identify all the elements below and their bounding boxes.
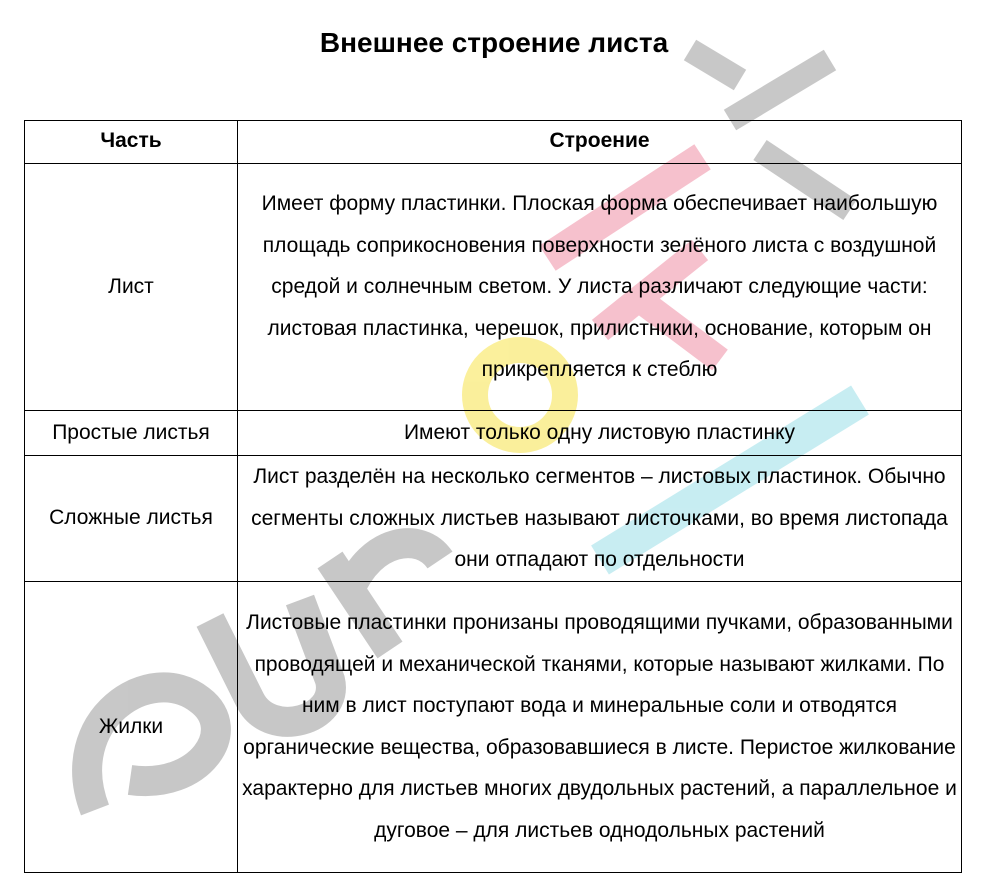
table-row <box>25 581 962 872</box>
table-row <box>25 164 962 411</box>
description-cell: Листовые пластинки пронизаны проводящими пучками, образованными проводящей и механической тканями, которые называют жилками. По ним в лист поступают вода и минеральные соли и отводятся органические вещества, образовавшиеся в листе. Перистое жилкование характерно для листьев многих двудольных растений, а параллельное и дуговое – для листьев однодольных растений <box>238 581 962 872</box>
description-cell: Имеют только одну листовую пластинку <box>238 411 962 456</box>
description-cell: Лист разделён на несколько сегментов – листовых пластинок. Обычно сегменты сложных листьев называют листочками, во время листопада они отпадают по отдельности <box>238 456 962 582</box>
header-part: Часть <box>25 121 238 164</box>
part-cell: Простые листья <box>25 411 238 456</box>
description-cell: Имеет форму пластинки. Плоская форма обеспечивает наибольшую площадь соприкосновения поверхности зелёного листа с воздушной средой и солнечным светом. У листа различают следующие части: листовая пластинка, черешок, прилистники, основание, которым он прикрепляется к стеблю <box>238 164 962 411</box>
table-row <box>25 456 962 582</box>
part-cell: Сложные листья <box>25 456 238 582</box>
part-cell: Лист <box>25 164 238 411</box>
page-title: Внешнее строение листа <box>319 27 669 58</box>
leaf-structure-table <box>24 120 962 873</box>
header-structure: Строение <box>238 121 962 164</box>
table-row <box>25 411 962 456</box>
table-header-row <box>25 121 962 164</box>
part-cell: Жилки <box>25 581 238 872</box>
